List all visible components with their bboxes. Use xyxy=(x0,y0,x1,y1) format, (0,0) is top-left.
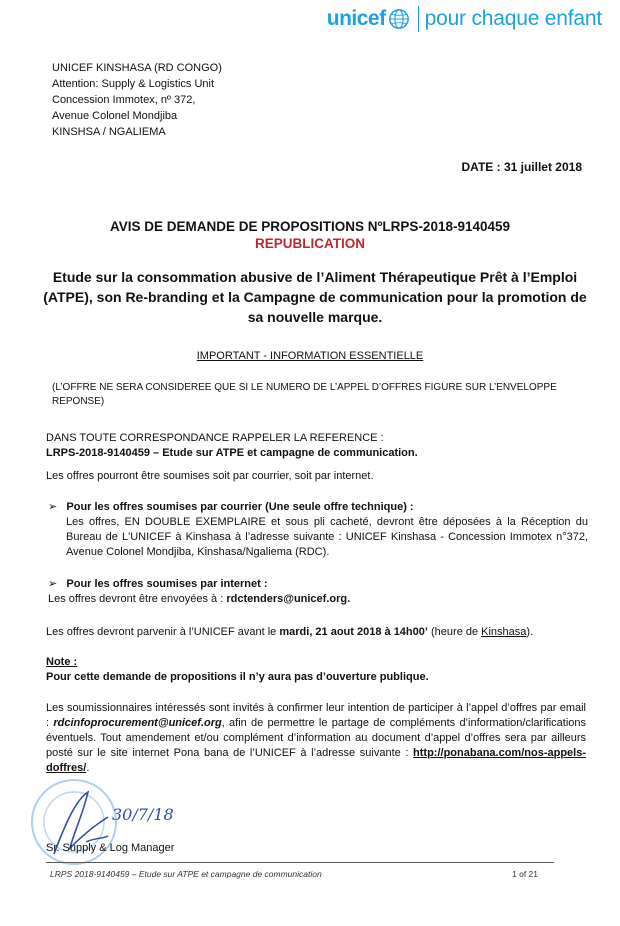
address-line: Attention: Supply & Logistics Unit xyxy=(52,78,215,90)
deadline-text: Les offres devront parvenir à l’UNICEF avant le xyxy=(46,626,280,638)
title-line: AVIS DE DEMANDE DE PROPOSITIONS NºLRPS-2018-9140459 xyxy=(109,219,511,234)
document-date: DATE : 31 juillet 2018 xyxy=(461,160,582,174)
signature-date: 30/7/18 xyxy=(112,805,174,824)
final-text: . xyxy=(86,762,90,774)
address-line: KINSHSA / NGALIEMA xyxy=(52,126,166,138)
sender-address xyxy=(52,60,222,140)
address-line: Avenue Colonel Mondjiba xyxy=(52,110,178,122)
address-line: UNICEF KINSHASA (RD CONGO) xyxy=(52,62,222,74)
notice-title xyxy=(0,218,620,252)
unicef-logo xyxy=(327,6,602,32)
internet-text: Les offres devront être envoyées à : xyxy=(48,593,227,605)
envelope-notice: (L’OFFRE NE SERA CONSIDEREE QUE SI LE NUMERO DE L’APPEL D’OFFRES FIGURE SUR L’ENVELOPPE REPONSE) xyxy=(52,382,557,407)
deadline-city: Kinshasa xyxy=(481,626,527,638)
important-heading: IMPORTANT - INFORMATION ESSENTIELLE xyxy=(196,350,424,362)
procurement-email[interactable]: rdcinfoprocurement@unicef.org xyxy=(53,717,222,729)
footer-reference: LRPS 2018-9140459 – Etude sur ATPE et campagne de communication xyxy=(50,869,322,879)
logo-separator xyxy=(418,6,419,32)
deadline-text: (heure de xyxy=(427,626,482,638)
reference-number: LRPS-2018-9140459 – Etude sur ATPE et campagne de communication. xyxy=(46,447,418,459)
deadline-text: ). xyxy=(526,626,534,638)
mail-text: Les offres, EN DOUBLE EXEMPLAIRE et sous pli cacheté, devront être déposées à la Réception du Bureau de L'UNICEF à Kinshasa à l’adresse suivante : xyxy=(66,516,588,543)
mail-heading: Pour les offres soumises par courrier (Une seule offre technique) : xyxy=(66,501,414,513)
unicef-globe-icon xyxy=(388,8,410,30)
tender-subject: Etude sur la consommation abusive de l’Aliment Thérapeutique Prêt à l’Emploi (ATPE), son Re-branding et la Campagne de communication pour la promotion de sa nouvelle marque. xyxy=(43,269,587,325)
reference-block xyxy=(46,431,586,461)
republication-label: REPUBLICATION xyxy=(255,236,365,251)
reference-intro: DANS TOUTE CORRESPONDANCE RAPPELER LA REFERENCE : xyxy=(46,432,384,444)
final-text: , afin de permettre le partage de compléments d’information/clarifications éventuels. Tout amendement et/ou complément d’information au document d’appel d’offres sera par ailleurs posté sur le site internet Pona bana de l’UNICEF à l’adresse suivante : xyxy=(46,717,586,759)
ponabana-link[interactable]: http://ponabana.com/nos-appels-doffres/ xyxy=(46,747,586,774)
deadline-datetime: mardi, 21 aout 2018 à 14h00’ xyxy=(279,626,428,638)
note-label: Note : xyxy=(46,656,78,668)
logo-tagline: pour chaque enfant xyxy=(424,7,602,30)
mail-submission-section xyxy=(48,500,588,560)
final-text: Les soumissionnaires intéressés sont invités à confirmer leur intention de participer à l’appel d’offres par email : xyxy=(46,702,586,729)
signatory-title: Sr. Supply & Log Manager xyxy=(46,842,175,854)
arrow-bullet-icon: ➢ xyxy=(48,578,58,590)
arrow-bullet-icon: ➢ xyxy=(48,501,58,513)
tenders-email: rdctenders@unicef.org. xyxy=(226,593,351,605)
note-text: Pour cette demande de propositions il n’y aura pas d’ouverture publique. xyxy=(46,671,429,683)
mail-address: UNICEF Kinshasa - Concession Immotex n°372, Avenue Colonel Mondjiba, Kinshasa/Ngaliema (RDC). xyxy=(66,531,588,558)
internet-heading: Pour les offres soumises par internet : xyxy=(66,578,268,590)
deadline-paragraph xyxy=(46,625,586,640)
logo-brand: unicef xyxy=(326,7,386,30)
address-line: Concession Immotex, nº 372, xyxy=(52,94,196,106)
note-block xyxy=(46,655,586,685)
internet-submission-section xyxy=(48,577,588,607)
footer-divider xyxy=(46,862,554,863)
page-number: 1 of 21 xyxy=(512,869,538,879)
submission-intro: Les offres pourront être soumises soit par courrier, soit par internet. xyxy=(46,470,374,482)
